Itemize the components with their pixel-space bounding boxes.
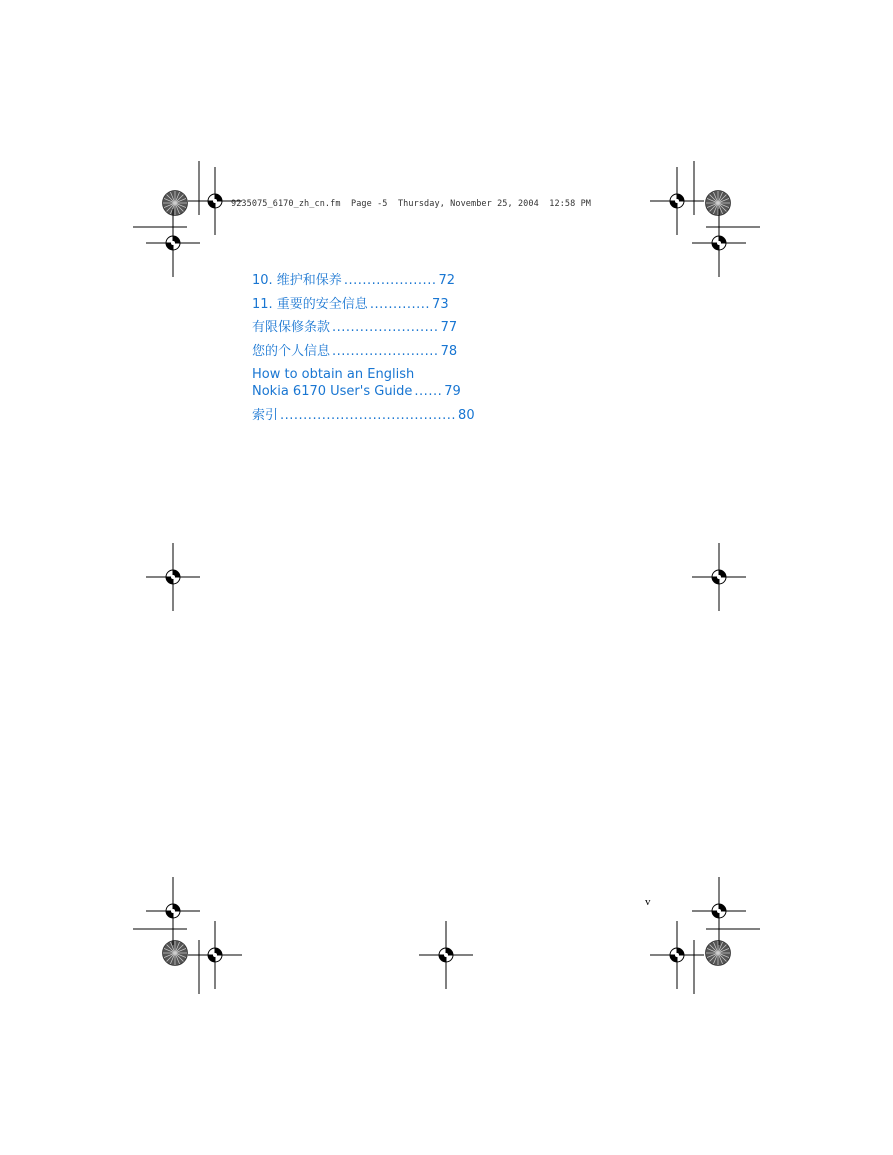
sunburst-icon	[706, 941, 731, 966]
toc-leader-dots: ....................	[343, 273, 437, 288]
page-number: v	[645, 896, 651, 908]
toc-page-number: 72	[438, 273, 456, 288]
toc-page-number: 80	[458, 407, 475, 423]
table-of-contents	[252, 272, 475, 424]
toc-entry-english-guide[interactable]	[252, 366, 461, 400]
toc-entry-title: 有限保修条款	[252, 320, 331, 335]
toc-entry-title: 索引	[252, 407, 279, 423]
crosshair-circle-icon	[650, 167, 704, 235]
sunburst-icon	[163, 191, 188, 216]
file-info-header: 9235075_6170_zh_cn.fm Page -5 Thursday, November 25, 2004 12:58 PM	[231, 199, 592, 209]
crosshair-circle-icon	[692, 543, 746, 611]
toc-page-number: 77	[440, 320, 458, 335]
crosshair-circle-icon	[419, 921, 473, 989]
crosshair-circle-icon	[692, 877, 746, 945]
crosshair-circle-icon	[650, 921, 704, 989]
toc-entry-maintenance[interactable]	[252, 272, 456, 289]
toc-entry-safety[interactable]	[252, 296, 449, 313]
toc-entry-warranty[interactable]	[252, 319, 458, 336]
crosshair-circle-icon	[146, 543, 200, 611]
toc-entry-title: 10. 维护和保养	[252, 273, 342, 288]
crosshair-circle-icon	[146, 877, 200, 945]
toc-page-number: 73	[432, 296, 449, 312]
sunburst-icon	[163, 941, 188, 966]
toc-leader-dots: .............	[369, 296, 431, 312]
toc-leader-dots: .......................	[332, 343, 439, 359]
toc-page-number: 79	[444, 384, 461, 399]
crosshair-circle-icon	[692, 209, 746, 277]
sunburst-icon	[706, 191, 731, 216]
toc-entry-title-line1: How to obtain an English	[252, 367, 415, 382]
toc-entry-title-line2: Nokia 6170 User's Guide	[252, 384, 413, 399]
toc-entry-index[interactable]	[252, 407, 475, 424]
crosshair-circle-icon	[188, 921, 242, 989]
toc-entry-title: 11. 重要的安全信息	[252, 296, 368, 312]
toc-entry-title: 您的个人信息	[252, 343, 331, 359]
crosshair-circle-icon	[146, 209, 200, 277]
toc-leader-dots: .......................	[332, 320, 439, 335]
toc-leader-dots: ......................................	[280, 407, 457, 423]
toc-page-number: 78	[440, 343, 458, 359]
toc-leader-dots: ......	[414, 384, 443, 399]
toc-entry-personal-info[interactable]	[252, 343, 458, 360]
